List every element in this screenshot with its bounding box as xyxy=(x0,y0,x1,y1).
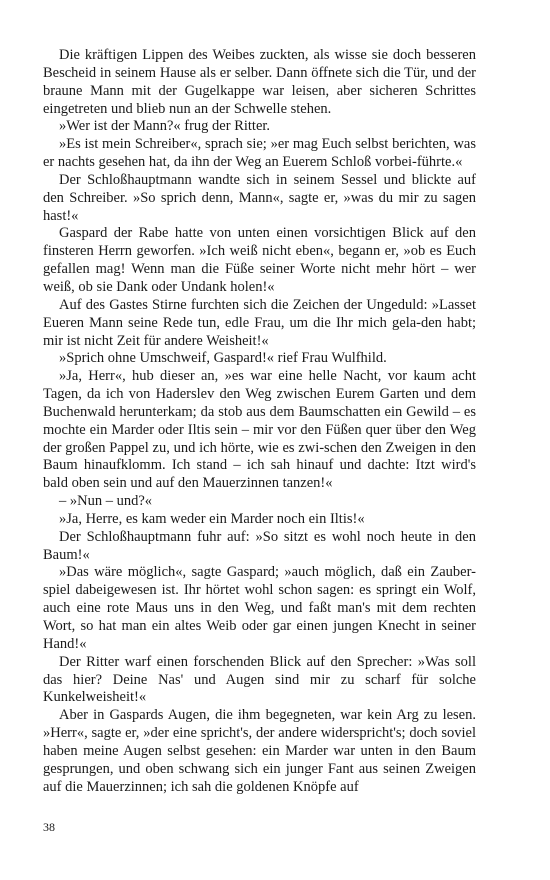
paragraph: »Sprich ohne Umschweif, Gaspard!« rief Frau Wulfhild. xyxy=(59,350,387,367)
paragraph: Der Ritter warf einen forschenden Blick auf den Sprecher: »Was soll das hier? Deine Nas' und Augen sind mir zu scharf für solche Kunkelweisheit!« xyxy=(43,653,476,706)
body-text xyxy=(43,47,476,796)
paragraph: Die kräftigen Lippen des Weibes zuckten, als wisse sie doch besseren Bescheid in seinem Hause als er selber. Dann öffnete sich die Tür, und der braune Mann mit der Gugelkappe war leisen, aber sicheren Schrittes eingetreten und blieb nun an der Schwelle stehen. xyxy=(43,47,476,117)
paragraph: »Es ist mein Schreiber«, sprach sie; »er mag Euch selbst berichten, was er nachts gesehen hat, da ihn der Weg an Euerem Schloß vorbei-führte.« xyxy=(43,136,476,171)
paragraph: »Ja, Herr«, hub dieser an, »es war eine helle Nacht, vor kaum acht Tagen, da ich von Haderslev den Weg zwischen Eurem Garten und dem Buchenwald herunterkam; da stob aus dem Baumschatten ein Gewild – es mochte ein Marder oder Iltis sein – mir vor den Füßen quer über den Weg der großen Pappel zu, und ich hörte, wie es zwi-schen den Zweigen in den Baum hinaufklomm. Ich stand – ich sah hinauf und dachte: Itzt wird's bald oben sein und auf den Mauerzinnen tanzen!« xyxy=(43,368,476,492)
paragraph: Auf des Gastes Stirne furchten sich die Zeichen der Ungeduld: »Lasset Eueren Mann seine Rede tun, edle Frau, um die Ihr mich gela-den habt; mir ist nicht Zeit für andere Weisheit!« xyxy=(43,296,476,349)
paragraph: Der Schloßhauptmann wandte sich in seinem Sessel und blickte auf den Schreiber. »So sprich denn, Mann«, sagte er, »was du mir zu sagen hast!« xyxy=(43,171,476,224)
paragraph: Aber in Gaspards Augen, die ihm begegneten, war kein Arg zu lesen. »Herr«, sagte er, »der eine spricht's, der andere widerspricht's; doch soviel haben meine Augen selbst gesehen: ein Marder war unten in den Baum gesprungen, und oben schwang sich ein junger Fant aus seinen Zweigen auf die Mauerzinnen; ich sah die goldenen Knöpfe auf xyxy=(43,707,476,795)
paragraph: Gaspard der Rabe hatte von unten einen vorsichtigen Blick auf den finsteren Herrn geworfen. »Ich weiß nicht eben«, begann er, »ob es Euch gefallen mag! Wenn man die Füße seiner Worte nicht mehr hört – wer weiß, ob sie Dank oder Undank holen!« xyxy=(43,225,476,295)
page-number: 38 xyxy=(43,820,55,834)
paragraph: – »Nun – und?« xyxy=(59,493,153,510)
paragraph: »Das wäre möglich«, sagte Gaspard; »auch möglich, daß ein Zauber-spiel dabeigewesen ist. Ihr hörtet wohl schon sagen: es springt ein Wolf, auch eine rote Maus uns in den Weg, und faßt man's mit dem rechten Wort, so hat man ein altes Weib oder gar einen jungen Knecht in seiner Hand!« xyxy=(43,564,476,652)
paragraph: »Wer ist der Mann?« frug der Ritter. xyxy=(59,118,271,135)
paragraph: Der Schloßhauptmann fuhr auf: »So sitzt es wohl noch heute in den Baum!« xyxy=(43,528,476,563)
paragraph: »Ja, Herre, es kam weder ein Marder noch ein Iltis!« xyxy=(59,510,365,527)
